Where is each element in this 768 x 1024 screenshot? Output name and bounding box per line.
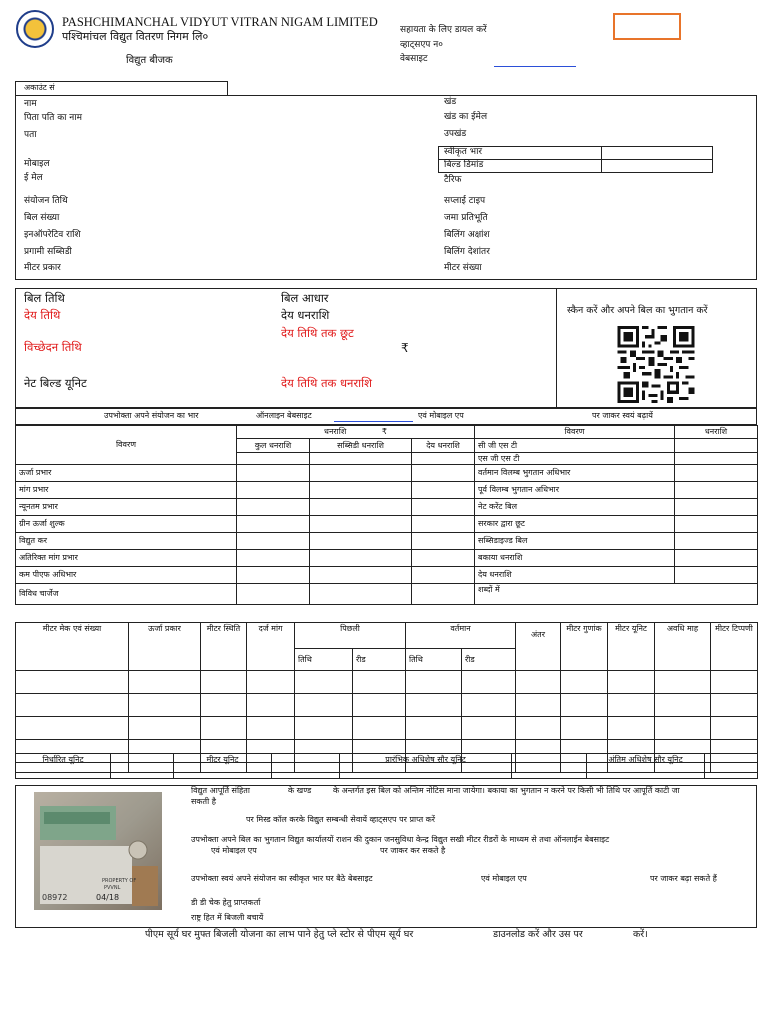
load-website-link-line[interactable] xyxy=(334,421,413,422)
low-pf-surcharge-label: कम पीएफ अधिभार xyxy=(16,567,237,584)
total-amount-header: कुल धनराशि xyxy=(237,439,310,453)
division-email-label: खंड का ईमेल xyxy=(444,112,488,122)
footer-end: करें। xyxy=(633,929,648,940)
subdivision-label: उपखंड xyxy=(444,129,467,139)
multiplier-header: मीटर गुणांक xyxy=(561,623,608,671)
highlight-box xyxy=(613,13,681,40)
disconnection-date-label: विच्छेदन तिथि xyxy=(24,340,82,354)
meter-make-header: मीटर मेक एवं संख्या xyxy=(16,623,129,671)
previous-reading-header: पिछली xyxy=(295,623,406,649)
meter-reading-table xyxy=(15,622,758,773)
table-row xyxy=(16,516,475,533)
company-name-en: PASHCHIMANCHAL VIDYUT VITRAN NIGAM LIMITED xyxy=(62,15,378,29)
meter-units-header: मीटर यूनिट xyxy=(608,623,655,671)
arrears-label: बकाया धनराशि xyxy=(475,550,675,567)
table-row xyxy=(16,671,758,694)
right-amount-header: धनराशि xyxy=(675,426,758,439)
meter-photo-text-date: 04/18 xyxy=(96,893,120,902)
note-payment-b: एवं मोबाइल एप xyxy=(211,846,257,855)
email-label: ई मेल xyxy=(24,173,43,183)
table-row xyxy=(475,439,758,453)
bill-summary-divider xyxy=(556,288,557,408)
table-row xyxy=(475,482,758,499)
demand-charge-label: मांग प्रभार xyxy=(16,482,237,499)
cgst-label: सी जी एस टी xyxy=(475,439,675,453)
note-missed-call: पर मिस्ड कॉल करके विद्युत सम्बन्धी सेवायें व्हाट्सएप पर प्राप्त करें xyxy=(246,815,436,824)
account-number-label: अकाउंट सं xyxy=(24,83,55,92)
recorded-demand-header: दर्ज मांग xyxy=(247,623,295,671)
charges-amount-header: धनराशि ₹ xyxy=(237,426,475,439)
meter-photo-text-property: PROPERTY OF xyxy=(102,878,137,884)
current-lps-label: वर्तमान विलम्ब भुगतान अधिभार xyxy=(475,465,675,482)
table-row xyxy=(16,717,758,740)
rebate-label: देय तिथि तक छूट xyxy=(281,326,354,340)
table-row xyxy=(16,533,475,550)
meter-photo-text-serial: 08972 xyxy=(42,893,68,902)
father-husband-name-label: पिता पति का नाम xyxy=(24,113,83,123)
payable-amount-label: देय धनराशि xyxy=(281,308,330,322)
payment-qr-code[interactable] xyxy=(616,326,696,403)
load-line-part4: पर जाकर स्वयं बढ़ायें xyxy=(592,411,653,420)
company-name-hi: पश्चिमांचल विद्युत वितरण निगम लि० xyxy=(62,30,209,43)
table-row xyxy=(16,584,475,605)
assessed-units-label: निर्धारित यूनिट xyxy=(16,754,111,779)
sanctioned-load-label: स्वीकृत भार xyxy=(444,147,483,157)
net-billed-units-label: नेट बिल्ड यूनिट xyxy=(24,376,87,390)
excess-demand-charge-label: अतिरिक्त मांग प्रभार xyxy=(16,550,237,567)
rupee-symbol: ₹ xyxy=(401,341,409,355)
payable-amount-right-label: देय धनराशि xyxy=(475,567,675,584)
tariff-label: टैरिफ xyxy=(444,175,462,185)
table-row xyxy=(16,465,475,482)
table-row xyxy=(475,567,758,584)
division-label: खंड xyxy=(444,97,457,107)
meter-number-label: मीटर संख्या xyxy=(444,263,482,273)
billed-demand-label: बिल्ड डिमांड xyxy=(444,160,484,170)
supply-type-label: सप्लाई टाइप xyxy=(444,196,486,206)
amount-by-due-date-label: देय तिथि तक धनराशि xyxy=(281,376,372,390)
meter-status-header: मीटर स्थिति xyxy=(201,623,247,671)
whatsapp-label: व्हाट्सएप न० xyxy=(400,40,443,50)
meter-units-label: मीटर यूनिट xyxy=(174,754,272,779)
previous-date-header: तिथि xyxy=(295,649,353,671)
misc-charges-label: विविध चार्जेज xyxy=(16,584,237,605)
subsidized-bill-label: सब्सिडाइज्ड बिल xyxy=(475,533,675,550)
charges-table-left xyxy=(15,425,475,605)
initial-solar-units-label: प्रारंभिक अधिशेष सौर यूनिट xyxy=(340,754,512,779)
payable-amount-header: देय धनराशि xyxy=(412,439,475,453)
bill-number-label: बिल संख्या xyxy=(24,213,60,223)
note-dd-cheque: डी डी चेक हेतु प्राप्तकर्ता xyxy=(191,898,261,907)
table-row xyxy=(475,465,758,482)
note-payment-a: उपभोक्ता अपने बिल का भुगतान विद्युत कार्यालयों राशन की दुकान जनसुविधा केन्द्र विद्युत सखी मीटर रीडरों के माध्यम से तथा ऑनलाईन बेबसाइट xyxy=(191,835,610,844)
note-load-c: पर जाकर बढ़ा सकते हैं xyxy=(650,874,717,883)
units-summary-table xyxy=(15,753,758,779)
period-months-header: अवधि माह xyxy=(655,623,711,671)
table-row xyxy=(475,453,758,465)
subsidy-amount-header: सब्सिडी धनराशि xyxy=(310,439,412,453)
billing-longitude-label: बिलिंग देशांतर xyxy=(444,247,490,257)
note-load-a: उपभोक्ता स्वयं अपने संयोजन का स्वीकृत भार घर बैठे बेबसाइट xyxy=(191,874,373,883)
table-row xyxy=(16,694,758,717)
table-row xyxy=(475,550,758,567)
load-line-part2: ऑनलाइन बेबसाइट xyxy=(256,411,312,420)
load-line-part1: उपभोक्ता अपने संयोजन का भार xyxy=(104,411,199,420)
right-description-header: विवरण xyxy=(475,426,675,439)
table-row xyxy=(16,550,475,567)
billing-latitude-label: बिलिंग अक्षांश xyxy=(444,230,490,240)
bill-date-label: बिल तिथि xyxy=(24,291,65,305)
amount-in-words-label: शब्दों में xyxy=(475,584,758,605)
footer-download: डाउनलोड करें और उस पर xyxy=(493,929,583,940)
energy-charge-label: ऊर्जा प्रभार xyxy=(16,465,237,482)
inoperative-amount-label: इनऑपरेटिव राशि xyxy=(24,230,81,240)
address-label: पता xyxy=(24,130,37,140)
load-demand-vdivider xyxy=(601,146,602,173)
table-row xyxy=(475,584,758,605)
current-date-header: तिथि xyxy=(406,649,462,671)
mobile-label: मोबाइल xyxy=(24,159,50,169)
meter-photo-text-owner: PVVNL xyxy=(104,885,121,891)
bill-basis-label: बिल आधार xyxy=(281,291,329,305)
document-title: विद्युत बीजक xyxy=(126,55,173,66)
table-row xyxy=(475,533,758,550)
net-current-bill-label: नेट करेंट बिल xyxy=(475,499,675,516)
progressive-subsidy-label: प्रगामी सब्सिडी xyxy=(24,247,72,257)
previous-lps-label: पूर्व विलम्ब भुगतान अधिभार xyxy=(475,482,675,499)
due-date-label: देय तिथि xyxy=(24,308,61,322)
website-link-line[interactable] xyxy=(494,66,576,67)
scan-to-pay-text: स्कैन करें और अपने बिल का भुगतान करें xyxy=(567,305,708,316)
final-solar-units-label: अंतिम अधिशेष सौर यूनिट xyxy=(587,754,705,779)
connection-date-label: संयोजन तिथि xyxy=(24,196,68,206)
charges-table-right xyxy=(474,425,758,605)
green-energy-fee-label: ग्रीन ऊर्जा शुल्क xyxy=(16,516,237,533)
pvvnl-logo xyxy=(16,10,54,48)
note-supply-code-c: के अन्तर्गत इस बिल को अन्तिम नोटिस माना जायेगा। बकाया का भुगतान न करने पर किसी भी तिथि पर आपूर्ति काटी जा xyxy=(333,786,680,795)
government-rebate-label: सरकार द्वारा छूट xyxy=(475,516,675,533)
sgst-label: एस जी एस टी xyxy=(475,453,675,465)
consumer-details-box xyxy=(15,95,757,280)
energy-type-header: ऊर्जा प्रकार xyxy=(129,623,201,671)
note-supply-code-a: विद्युत आपूर्ति संहिता xyxy=(191,786,250,795)
note-supply-code-b: के खण्ड xyxy=(288,786,312,795)
current-reading-header: वर्तमान xyxy=(406,623,516,649)
footer-solar-scheme: पीएम सूर्य घर मुफ्त बिजली योजना का लाभ पाने हेतु प्ले स्टोर से पीएम सूर्य घर xyxy=(145,929,414,940)
meter-type-label: मीटर प्रकार xyxy=(24,263,61,273)
minimum-charge-label: न्यूनतम प्रभार xyxy=(16,499,237,516)
difference-header: अंतर xyxy=(516,623,561,671)
load-line-part3: एवं मोबाइल एप xyxy=(418,411,464,420)
meter-photo xyxy=(34,792,162,910)
note-payment-c: पर जाकर कर सकते है xyxy=(380,846,446,855)
table-row xyxy=(16,567,475,584)
helpline-label: सहायता के लिए डायल करें xyxy=(400,25,487,35)
current-reading-subheader: रीड xyxy=(462,649,516,671)
table-row xyxy=(16,499,475,516)
charges-description-header: विवरण xyxy=(16,426,237,465)
table-row xyxy=(475,516,758,533)
note-load-b: एवं मोबाइल एप xyxy=(481,874,527,883)
electricity-tax-label: विद्युत कर xyxy=(16,533,237,550)
name-label: नाम xyxy=(24,99,37,109)
meter-remark-header: मीटर टिप्पणी xyxy=(711,623,758,671)
table-row xyxy=(16,482,475,499)
security-deposit-label: जमा प्रतिभूति xyxy=(444,213,488,223)
note-supply-code-d: सकती है xyxy=(191,797,216,806)
note-save-electricity: राष्ट्र हित में बिजली बचायें xyxy=(191,913,264,922)
website-label: वेबसाइट xyxy=(400,54,428,64)
previous-reading-subheader: रीड xyxy=(353,649,406,671)
table-row xyxy=(475,499,758,516)
